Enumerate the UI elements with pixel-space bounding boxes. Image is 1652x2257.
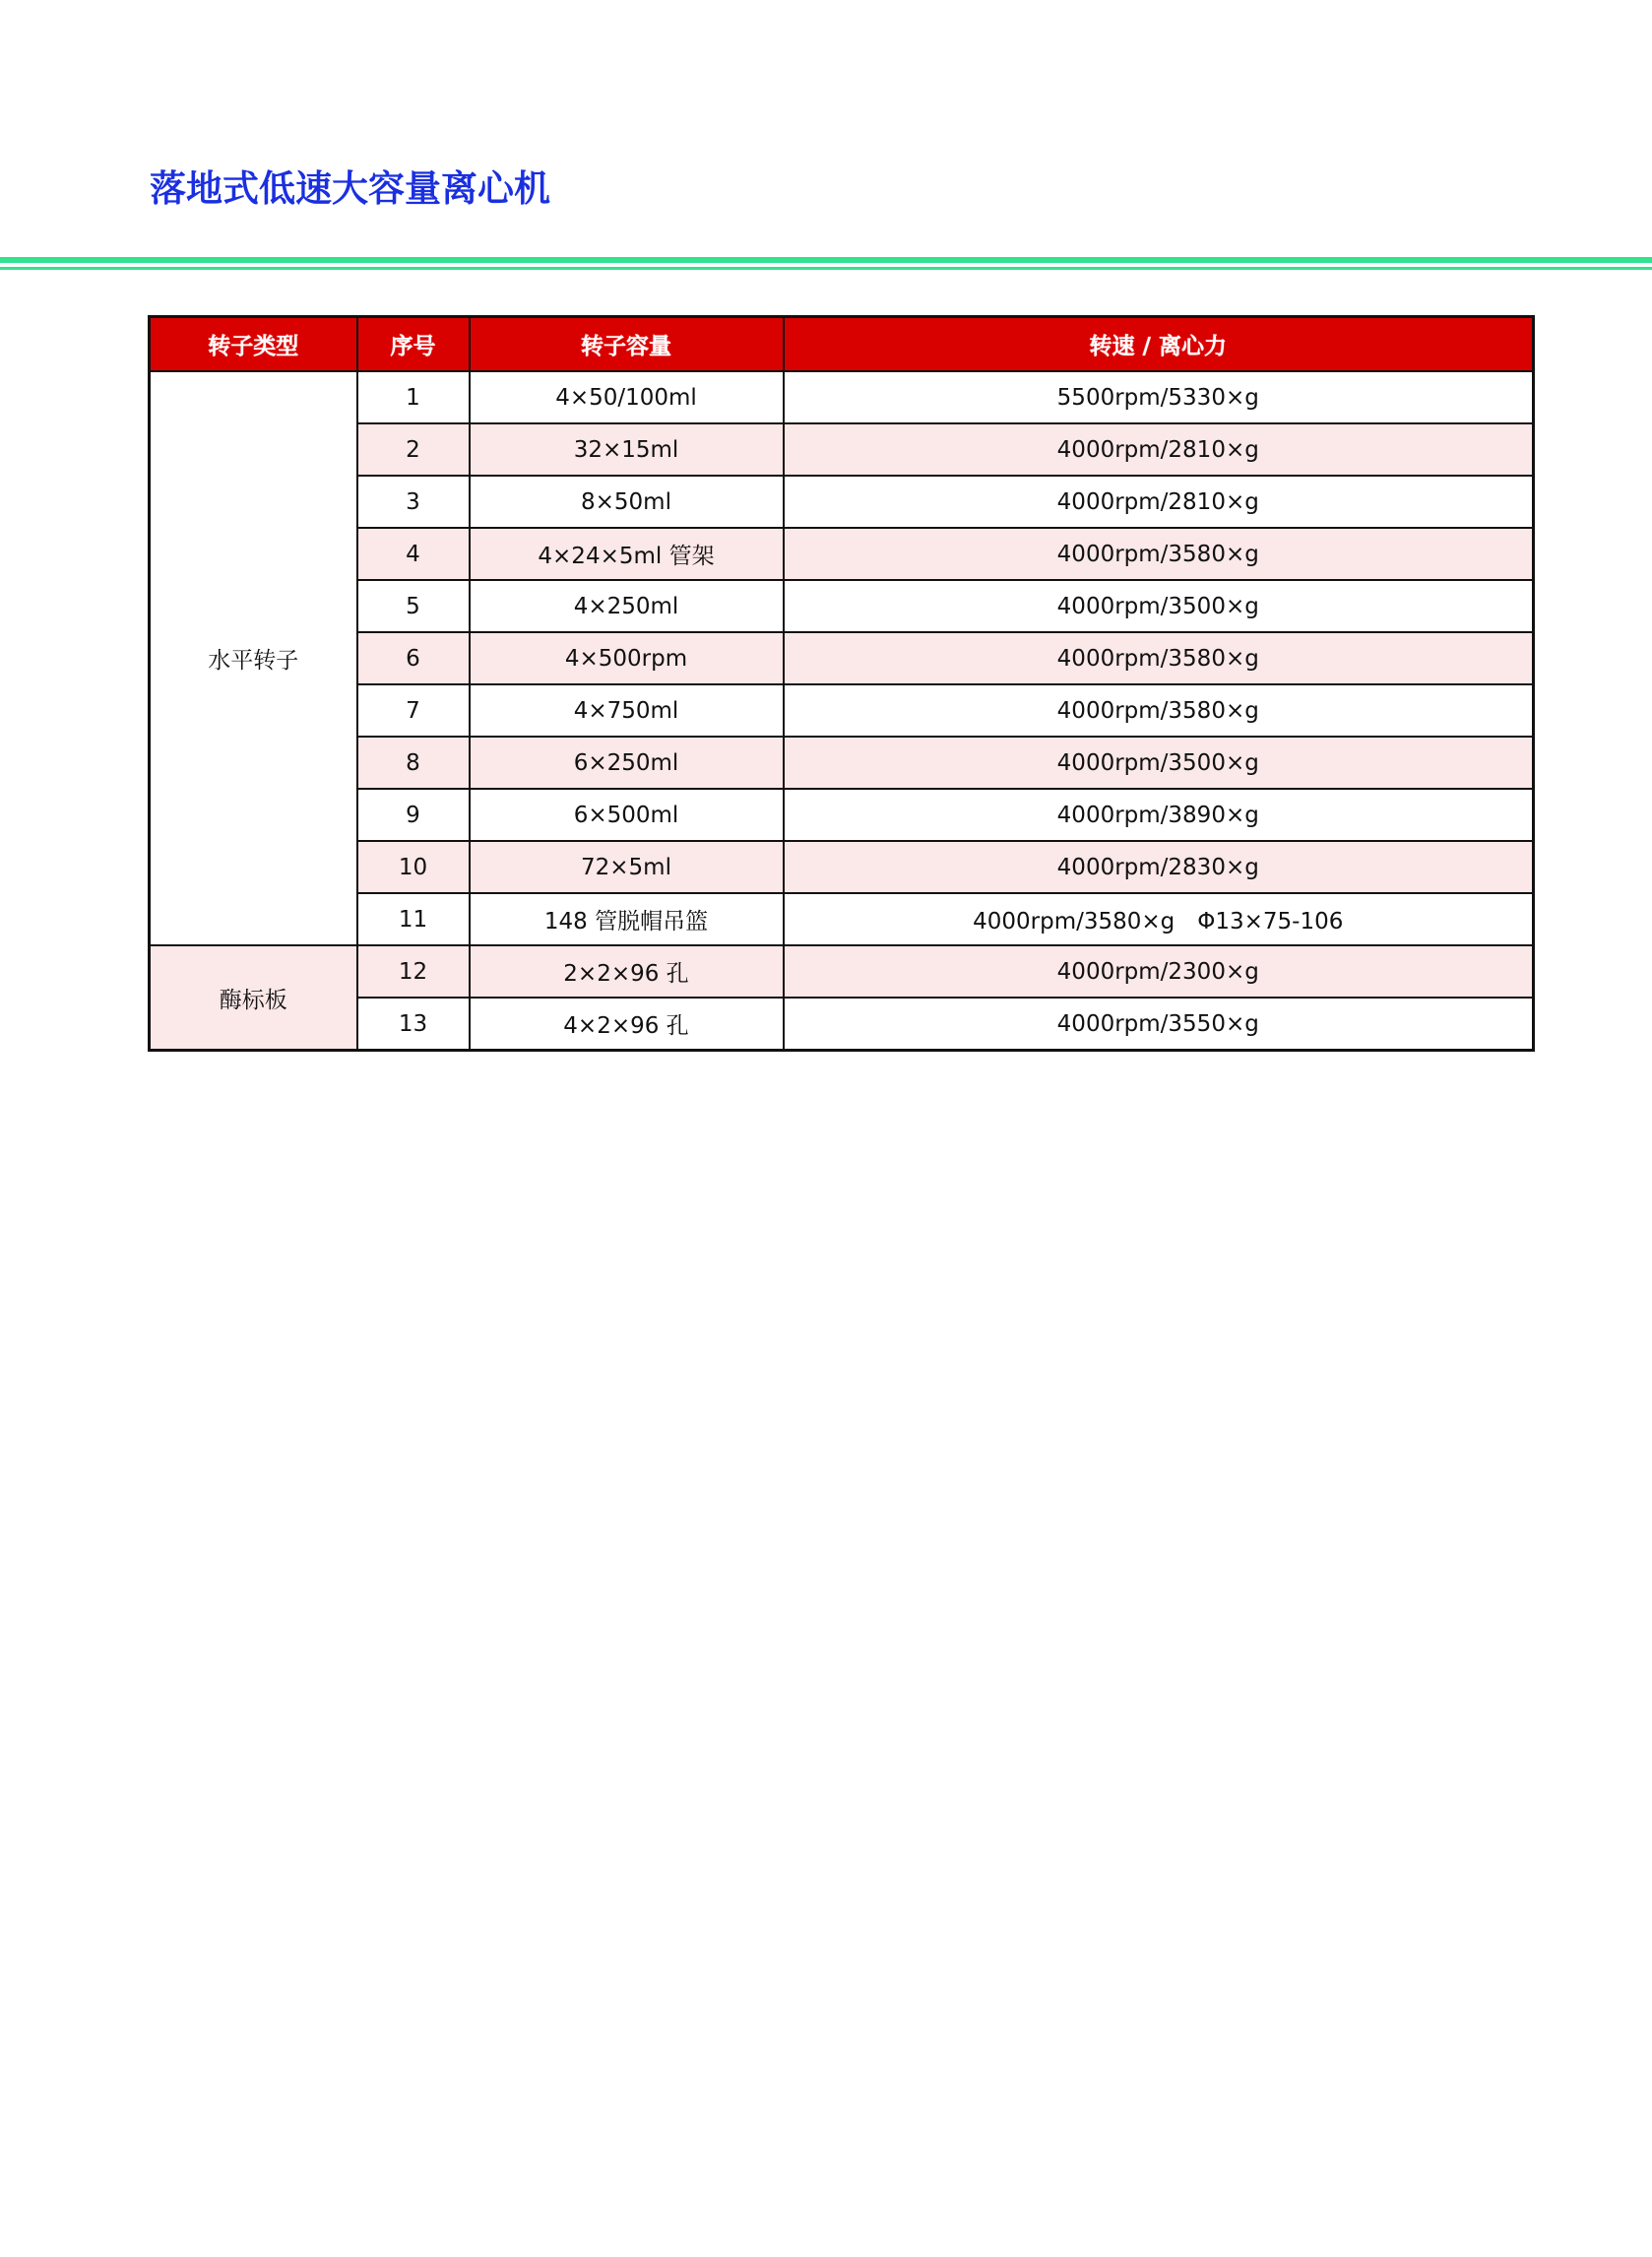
row-speed: 4000rpm/3500×g bbox=[784, 737, 1534, 789]
rotor-type-cell: 水平转子 bbox=[150, 371, 357, 945]
row-capacity: 4×750ml bbox=[470, 684, 784, 737]
table-row bbox=[150, 632, 1534, 684]
table-row bbox=[150, 945, 1534, 998]
row-speed: 4000rpm/2810×g bbox=[784, 423, 1534, 476]
row-number: 5 bbox=[357, 580, 470, 632]
row-capacity: 4×2×96 孔 bbox=[470, 998, 784, 1051]
rotor-spec-table bbox=[148, 315, 1535, 1052]
row-speed: 5500rpm/5330×g bbox=[784, 371, 1534, 423]
row-speed: 4000rpm/3580×g bbox=[784, 684, 1534, 737]
row-number: 11 bbox=[357, 893, 470, 945]
row-number: 7 bbox=[357, 684, 470, 737]
row-number: 2 bbox=[357, 423, 470, 476]
row-capacity: 6×500ml bbox=[470, 789, 784, 841]
row-number: 13 bbox=[357, 998, 470, 1051]
row-capacity: 2×2×96 孔 bbox=[470, 945, 784, 998]
row-capacity: 4×50/100ml bbox=[470, 371, 784, 423]
row-capacity: 8×50ml bbox=[470, 476, 784, 528]
divider-thick bbox=[0, 257, 1652, 263]
row-speed: 4000rpm/3890×g bbox=[784, 789, 1534, 841]
row-number: 10 bbox=[357, 841, 470, 893]
row-speed: 4000rpm/3580×g bbox=[784, 632, 1534, 684]
row-speed: 4000rpm/3580×g bbox=[784, 528, 1534, 580]
row-capacity: 4×24×5ml 管架 bbox=[470, 528, 784, 580]
row-number: 4 bbox=[357, 528, 470, 580]
table-header-row bbox=[150, 317, 1534, 372]
table-row bbox=[150, 737, 1534, 789]
row-speed: 4000rpm/2830×g bbox=[784, 841, 1534, 893]
row-number: 12 bbox=[357, 945, 470, 998]
row-capacity: 4×250ml bbox=[470, 580, 784, 632]
table-row bbox=[150, 893, 1534, 945]
rotor-type-cell: 酶标板 bbox=[150, 945, 357, 1051]
row-speed: 4000rpm/3580×g Φ13×75-106 bbox=[784, 893, 1534, 945]
header-capacity: 转子容量 bbox=[470, 317, 784, 372]
table-row bbox=[150, 580, 1534, 632]
row-number: 3 bbox=[357, 476, 470, 528]
table-row bbox=[150, 528, 1534, 580]
table-row bbox=[150, 789, 1534, 841]
row-capacity: 72×5ml bbox=[470, 841, 784, 893]
table-row bbox=[150, 841, 1534, 893]
table-row bbox=[150, 371, 1534, 423]
row-capacity: 148 管脱帽吊篮 bbox=[470, 893, 784, 945]
row-number: 8 bbox=[357, 737, 470, 789]
row-number: 9 bbox=[357, 789, 470, 841]
row-speed: 4000rpm/2810×g bbox=[784, 476, 1534, 528]
header-rotor-type: 转子类型 bbox=[150, 317, 357, 372]
row-speed: 4000rpm/2300×g bbox=[784, 945, 1534, 998]
row-capacity: 4×500rpm bbox=[470, 632, 784, 684]
table-row bbox=[150, 476, 1534, 528]
row-speed: 4000rpm/3550×g bbox=[784, 998, 1534, 1051]
table-row bbox=[150, 998, 1534, 1051]
row-capacity: 32×15ml bbox=[470, 423, 784, 476]
row-number: 6 bbox=[357, 632, 470, 684]
row-capacity: 6×250ml bbox=[470, 737, 784, 789]
table-row bbox=[150, 684, 1534, 737]
header-speed-force: 转速 / 离心力 bbox=[784, 317, 1534, 372]
table-row bbox=[150, 423, 1534, 476]
header-number: 序号 bbox=[357, 317, 470, 372]
row-number: 1 bbox=[357, 371, 470, 423]
page-title: 落地式低速大容量离心机 bbox=[150, 167, 550, 210]
row-speed: 4000rpm/3500×g bbox=[784, 580, 1534, 632]
divider-thin bbox=[0, 267, 1652, 270]
